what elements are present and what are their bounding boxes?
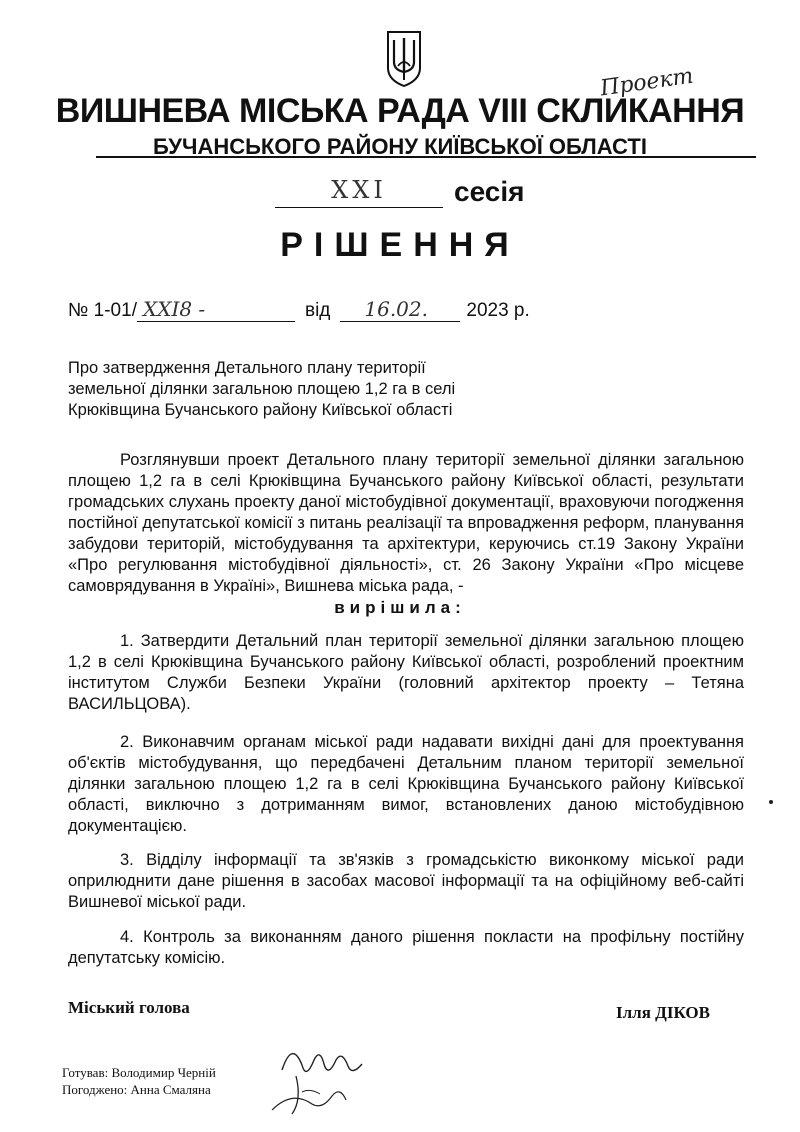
agreed-by: Погоджено: Анна Смаляна [62,1082,211,1097]
mayor-name: Ілля ДІКОВ [616,1003,710,1022]
decision-item-1: 1. Затвердити Детальний план території земельної ділянки загальною площею 1,2 в селі Крюківщина Бучанського району Київської області, розроблений проектним інститутом Служби Безпеки України (головний архітектор проекту – Тетяна ВАСИЛЬЦОВА). [68,632,744,713]
decision-date-handwritten: 16.02. [340,297,460,322]
resolved-heading: вирішила: [334,598,466,617]
preparation-info [62,1064,216,1098]
handwritten-signature-icon [262,1030,382,1120]
district-subtitle: БУЧАНСЬКОГО РАЙОНУ КИЇВСЬКОЇ ОБЛАСТІ [153,134,647,159]
decision-subject [68,358,488,421]
council-title: ВИШНЕВА МІСЬКА РАДА VIII СКЛИКАННЯ [55,92,745,130]
decision-title: РІШЕННЯ [280,226,520,264]
margin-mark [769,800,773,804]
coat-of-arms-trident-icon [382,28,426,88]
draft-handwritten-mark: Проект [598,63,695,102]
subject-line: земельної ділянки загальною площею 1,2 га в селі [68,380,456,398]
session-number-line [275,207,443,208]
number-prefix: № 1-01/ [68,300,137,321]
session-label: сесія [454,176,525,207]
subject-line: Крюківщина Бучанського району Київської області [68,401,453,419]
decision-item-2: 2. Виконавчим органам міської ради надавати вихідні дані для проектування об'єктів містобудування, що передбачені Детальним планом території земельної ділянки загальною площею 1,2 га в селі Крюківщина Бучанського району Київської області, виключно з дотриманням вимог, встановлених даною містобудівною документацією. [68,733,744,835]
preamble-paragraph: Розглянувши проект Детального плану території земельної ділянки загальною площею 1,2 га в селі Крюківщина Бучанського району Київської області, результати громадських слухань проекту даної містобудівної документації, враховуючи погодження постійної депутатської комісії з питань реалізації та впровадження реформ, планування забудови територій, містобудування та архітектури, керуючись ст.19 Закону України «Про регулювання містобудівної діяльності», ст. 26 Закону України «Про місцеве самоврядування в Україні», Вишнева міська рада, - [68,451,744,595]
header-divider [96,156,756,158]
prepared-by: Готував: Володимир Черній [62,1065,216,1080]
decision-reference-row [68,297,530,325]
subject-line: Про затвердження Детального плану території [68,359,426,377]
decision-item-4: 4. Контроль за виконанням даного рішення покласти на профільну постійну депутатську комісію. [68,928,744,967]
decision-number-handwritten: XXI8 - [137,297,295,322]
session-number-handwritten: XXI [331,176,387,204]
date-label: від [304,300,331,321]
decision-year: 2023 р. [466,300,530,321]
decision-item-3: 3. Відділу інформації та зв'язків з громадськістю виконкому міської ради оприлюднити дане рішення в засобах масової інформації та на офіційному веб-сайті Вишневої міської ради. [68,851,744,911]
mayor-title: Міський голова [68,998,190,1017]
